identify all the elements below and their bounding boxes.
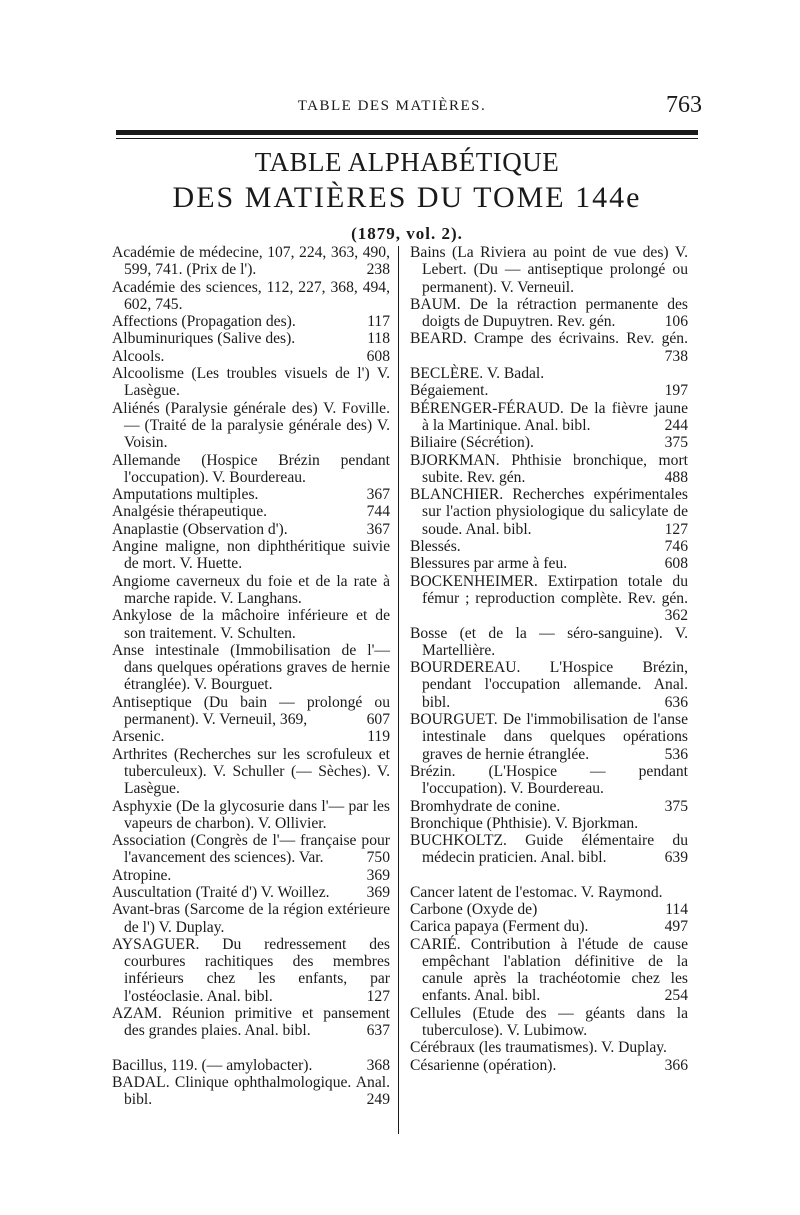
index-entry — [410, 1005, 688, 1040]
index-entry — [112, 279, 390, 314]
entry-text: BOCKENHEIMER. Extirpation totale du fémur ; reproduction complète. Rev. gén. — [410, 572, 688, 607]
entry-text: BEARD. Crampe des écrivains. Rev. gén. — [410, 330, 688, 348]
entry-text: Brézin. (L'Hospice — pendant l'occupation). V. Bourdereau. — [410, 762, 688, 798]
entry-text: Alcoolisme (Les troubles visuels de l') V. Lasègue. — [112, 365, 390, 400]
title-line-3: (1879, vol. 2). — [351, 224, 463, 243]
entry-text: BLANCHIER. Recherches expérimentales sur l'action physiologique du salicylate de soude. Anal. bibl. — [410, 486, 688, 538]
index-entry — [410, 763, 688, 798]
index-entry — [112, 365, 390, 400]
index-entry — [410, 1039, 688, 1056]
entry-page-number: 119 — [367, 728, 390, 746]
entry-page-number: 254 — [664, 987, 688, 1005]
entry-page-number: 127 — [664, 520, 688, 538]
entry-text: Blessés. — [410, 538, 461, 556]
index-entry — [112, 1005, 390, 1040]
entry-text: Amputations multiples. — [112, 486, 259, 504]
entry-text: Association (Congrès de l'— française pour l'avancement des sciences). Var. — [112, 832, 390, 867]
index-entry — [410, 296, 688, 331]
entry-text: Carica papaya (Ferment du). — [410, 918, 589, 936]
entry-text: Angiome caverneux du foie et de la rate à marche rapide. V. Langhans. — [112, 572, 390, 607]
index-entry — [112, 573, 390, 608]
column-divider — [398, 246, 399, 1134]
entry-text: BECLÈRE. V. Badal. — [410, 365, 545, 383]
entry-text: Avant-bras (Sarcome de la région extérieure de l') V. Duplay. — [112, 901, 390, 936]
entry-text: Atropine. — [112, 866, 172, 884]
entry-page-number: 375 — [664, 434, 688, 452]
entry-text: CARIÉ. Contribution à l'étude de cause empêchant l'ablation définitive de la canule après la trachéotomie chez les enfants. Anal. bibl. — [410, 935, 688, 1005]
index-entry — [112, 452, 390, 487]
entry-page-number: 367 — [366, 520, 390, 538]
entry-page-number: 238 — [366, 261, 390, 279]
entry-page-number: 636 — [664, 693, 688, 711]
entry-text: Affections (Propagation des). — [112, 313, 296, 331]
index-entry — [410, 382, 688, 399]
entry-text: BÉRENGER-FÉRAUD. De la fièvre jaune à la Martinique. Anal. bibl. — [410, 399, 688, 434]
index-entry — [410, 330, 688, 365]
index-entry — [410, 486, 688, 538]
header-rule-thin — [116, 138, 698, 139]
entry-text: Antiseptique (Du bain — prolongé ou permanent). V. Verneuil, 369, — [112, 693, 390, 729]
entry-page-number: 750 — [366, 849, 390, 867]
entry-text: Bronchique (Phthisie). V. Bjorkman. — [410, 814, 639, 832]
entry-page-number: 114 — [665, 900, 688, 918]
index-entry — [410, 244, 688, 296]
index-entry — [410, 452, 688, 487]
entry-text: BADAL. Clinique ophthalmologique. Anal. bibl. — [112, 1073, 390, 1109]
entry-text: Arsenic. — [112, 728, 165, 746]
index-entry — [410, 573, 688, 625]
index-entry — [112, 313, 390, 330]
index-entry — [112, 607, 390, 642]
entry-text: Carbone (Oxyde de) — [410, 900, 538, 918]
entry-text: Aliénés (Paralysie générale des) V. Foville. — (Traité de la paralysie générale des) V. Voisin. — [112, 399, 390, 452]
index-entry — [112, 538, 390, 573]
index-entry — [112, 1057, 390, 1074]
entry-text: Allemande (Hospice Brézin pendant l'occupation). V. Bourdereau. — [112, 451, 390, 486]
entry-page-number: 118 — [367, 330, 390, 348]
index-entry — [112, 746, 390, 798]
entry-text: Analgésie thérapeutique. — [112, 503, 268, 521]
entry-page-number: 639 — [664, 849, 688, 867]
index-entry — [410, 555, 688, 572]
entry-text: Cellules (Etude des — géants dans la tuberculose). V. Lubimow. — [410, 1004, 688, 1040]
index-entry — [112, 348, 390, 365]
entry-page-number: 738 — [664, 347, 688, 365]
entry-text: Alcools. — [112, 347, 165, 365]
index-entry — [112, 486, 390, 503]
title-line-2: DES MATIÈRES DU TOME 144e — [172, 181, 642, 214]
entry-text: Bains (La Riviera au point de vue des) V. Lebert. (Du — antiseptique prolongé ou permanent). V. Verneuil. — [410, 244, 688, 296]
section-gap — [112, 1040, 390, 1057]
entry-text: Cérébraux (les traumatismes). V. Duplay. — [410, 1039, 667, 1057]
index-entry — [112, 694, 390, 729]
entry-page-number: 637 — [366, 1022, 390, 1040]
entry-page-number: 608 — [664, 555, 688, 573]
index-entry — [112, 1074, 390, 1109]
entry-text: Ankylose de la mâchoire inférieure et de son traitement. V. Schulten. — [112, 607, 390, 642]
index-entry — [410, 901, 688, 918]
index-entry — [112, 400, 390, 452]
page-number: 763 — [666, 92, 702, 118]
entry-page-number: 369 — [366, 883, 390, 901]
index-entry — [112, 867, 390, 884]
index-entry — [410, 798, 688, 815]
running-title: TABLE DES MATIÈRES. — [297, 98, 487, 114]
index-entry — [410, 936, 688, 1005]
index-entry — [410, 625, 688, 660]
index-entry — [410, 832, 688, 867]
entry-page-number: 608 — [366, 347, 390, 365]
index-entry — [112, 728, 390, 745]
entry-page-number: 127 — [366, 987, 390, 1005]
index-entry — [410, 918, 688, 935]
entry-text: BOURGUET. De l'immobilisation de l'anse intestinale dans quelques opérations graves de hernie étranglée. — [410, 711, 688, 763]
index-entry — [112, 244, 390, 279]
entry-text: Angine maligne, non diphthéritique suivie de mort. V. Huette. — [112, 538, 390, 573]
index-entry — [410, 1057, 688, 1074]
index-entry — [410, 365, 688, 382]
entry-page-number: 488 — [664, 468, 688, 486]
index-entry — [410, 884, 688, 901]
entry-page-number: 362 — [664, 607, 688, 625]
entry-page-number: 244 — [664, 416, 688, 434]
entry-text: BAUM. De la rétraction permanente des doigts de Dupuytren. Rev. gén. — [410, 295, 688, 331]
entry-text: BJORKMAN. Phthisie bronchique, mort subite. Rev. gén. — [410, 451, 688, 486]
entry-text: Bromhydrate de conine. — [410, 797, 561, 815]
entry-page-number: 607 — [366, 711, 390, 729]
index-entry — [410, 400, 688, 435]
entry-page-number: 117 — [367, 313, 390, 331]
index-entry — [410, 538, 688, 555]
entry-text: Bosse (et de la — séro-sanguine). V. Martellière. — [410, 624, 688, 659]
entry-text: Académie de médecine, 107, 224, 363, 490, 599, 741. (Prix de l'). — [112, 244, 390, 279]
header-rule-thick — [116, 130, 698, 135]
entry-page-number: 368 — [366, 1056, 390, 1074]
entry-text: Anse intestinale (Immobilisation de l'— dans quelques opérations graves de hernie étranglée). V. Bourguet. — [112, 641, 390, 694]
index-entry — [410, 815, 688, 832]
entry-page-number: 197 — [664, 382, 688, 400]
entry-page-number: 367 — [366, 486, 390, 504]
title-block — [112, 146, 702, 244]
entry-text: Auscultation (Traité d') V. Woillez. — [112, 883, 330, 901]
entry-text: Césarienne (opération). — [410, 1056, 557, 1074]
index-column-right — [410, 244, 688, 1074]
index-entry — [112, 832, 390, 867]
entry-text: AYSAGUER. Du redressement des courbures rachitiques des membres inférieurs chez les enfants, par l'ostéoclasie. Anal. bibl. — [112, 935, 390, 1005]
index-entry — [112, 642, 390, 694]
entry-text: Bégaiement. — [410, 382, 489, 400]
entry-page-number: 366 — [664, 1056, 688, 1074]
index-entry — [112, 521, 390, 538]
entry-text: Asphyxie (De la glycosurie dans l'— par les vapeurs de charbon). V. Ollivier. — [112, 797, 390, 832]
entry-page-number: 746 — [664, 538, 688, 556]
entry-text: Blessures par arme à feu. — [410, 555, 568, 573]
entry-page-number: 249 — [366, 1091, 390, 1109]
index-entry — [410, 659, 688, 711]
entry-text: Albuminuriques (Salive des). — [112, 330, 296, 348]
entry-text: Anaplastie (Observation d'). — [112, 520, 288, 538]
index-entry — [410, 711, 688, 763]
entry-text: Cancer latent de l'estomac. V. Raymond. — [410, 883, 663, 901]
title-line-1: TABLE ALPHABÉTIQUE — [254, 147, 560, 177]
entry-text: AZAM. Réunion primitive et pansement des grandes plaies. Anal. bibl. — [112, 1005, 390, 1040]
entry-text: Arthrites (Recherches sur les scrofuleux et tuberculeux). V. Schuller (— Sèches). V. Lasègue. — [112, 745, 390, 798]
index-entry — [112, 936, 390, 1005]
entry-text: Bacillus, 119. (— amylobacter). — [112, 1056, 313, 1074]
index-entry — [410, 434, 688, 451]
running-header — [112, 92, 702, 126]
index-entry — [112, 330, 390, 347]
entry-text: Biliaire (Sécrétion). — [410, 434, 534, 452]
entry-text: BUCHKOLTZ. Guide élémentaire du médecin praticien. Anal. bibl. — [410, 832, 688, 867]
entry-page-number: 744 — [366, 503, 390, 521]
index-entry — [112, 884, 390, 901]
entry-page-number: 369 — [366, 866, 390, 884]
entry-text: Académie des sciences, 112, 227, 368, 494, 602, 745. — [112, 278, 390, 313]
entry-page-number: 106 — [664, 313, 688, 331]
index-entry — [112, 901, 390, 936]
entry-text: BOURDEREAU. L'Hospice Brézin, pendant l'occupation allemande. Anal. bibl. — [410, 659, 688, 711]
entry-page-number: 536 — [664, 745, 688, 763]
entry-page-number: 375 — [664, 797, 688, 815]
section-gap — [410, 867, 688, 884]
index-entry — [112, 503, 390, 520]
index-entry — [112, 798, 390, 833]
index-column-left — [112, 244, 390, 1109]
entry-page-number: 497 — [664, 918, 688, 936]
